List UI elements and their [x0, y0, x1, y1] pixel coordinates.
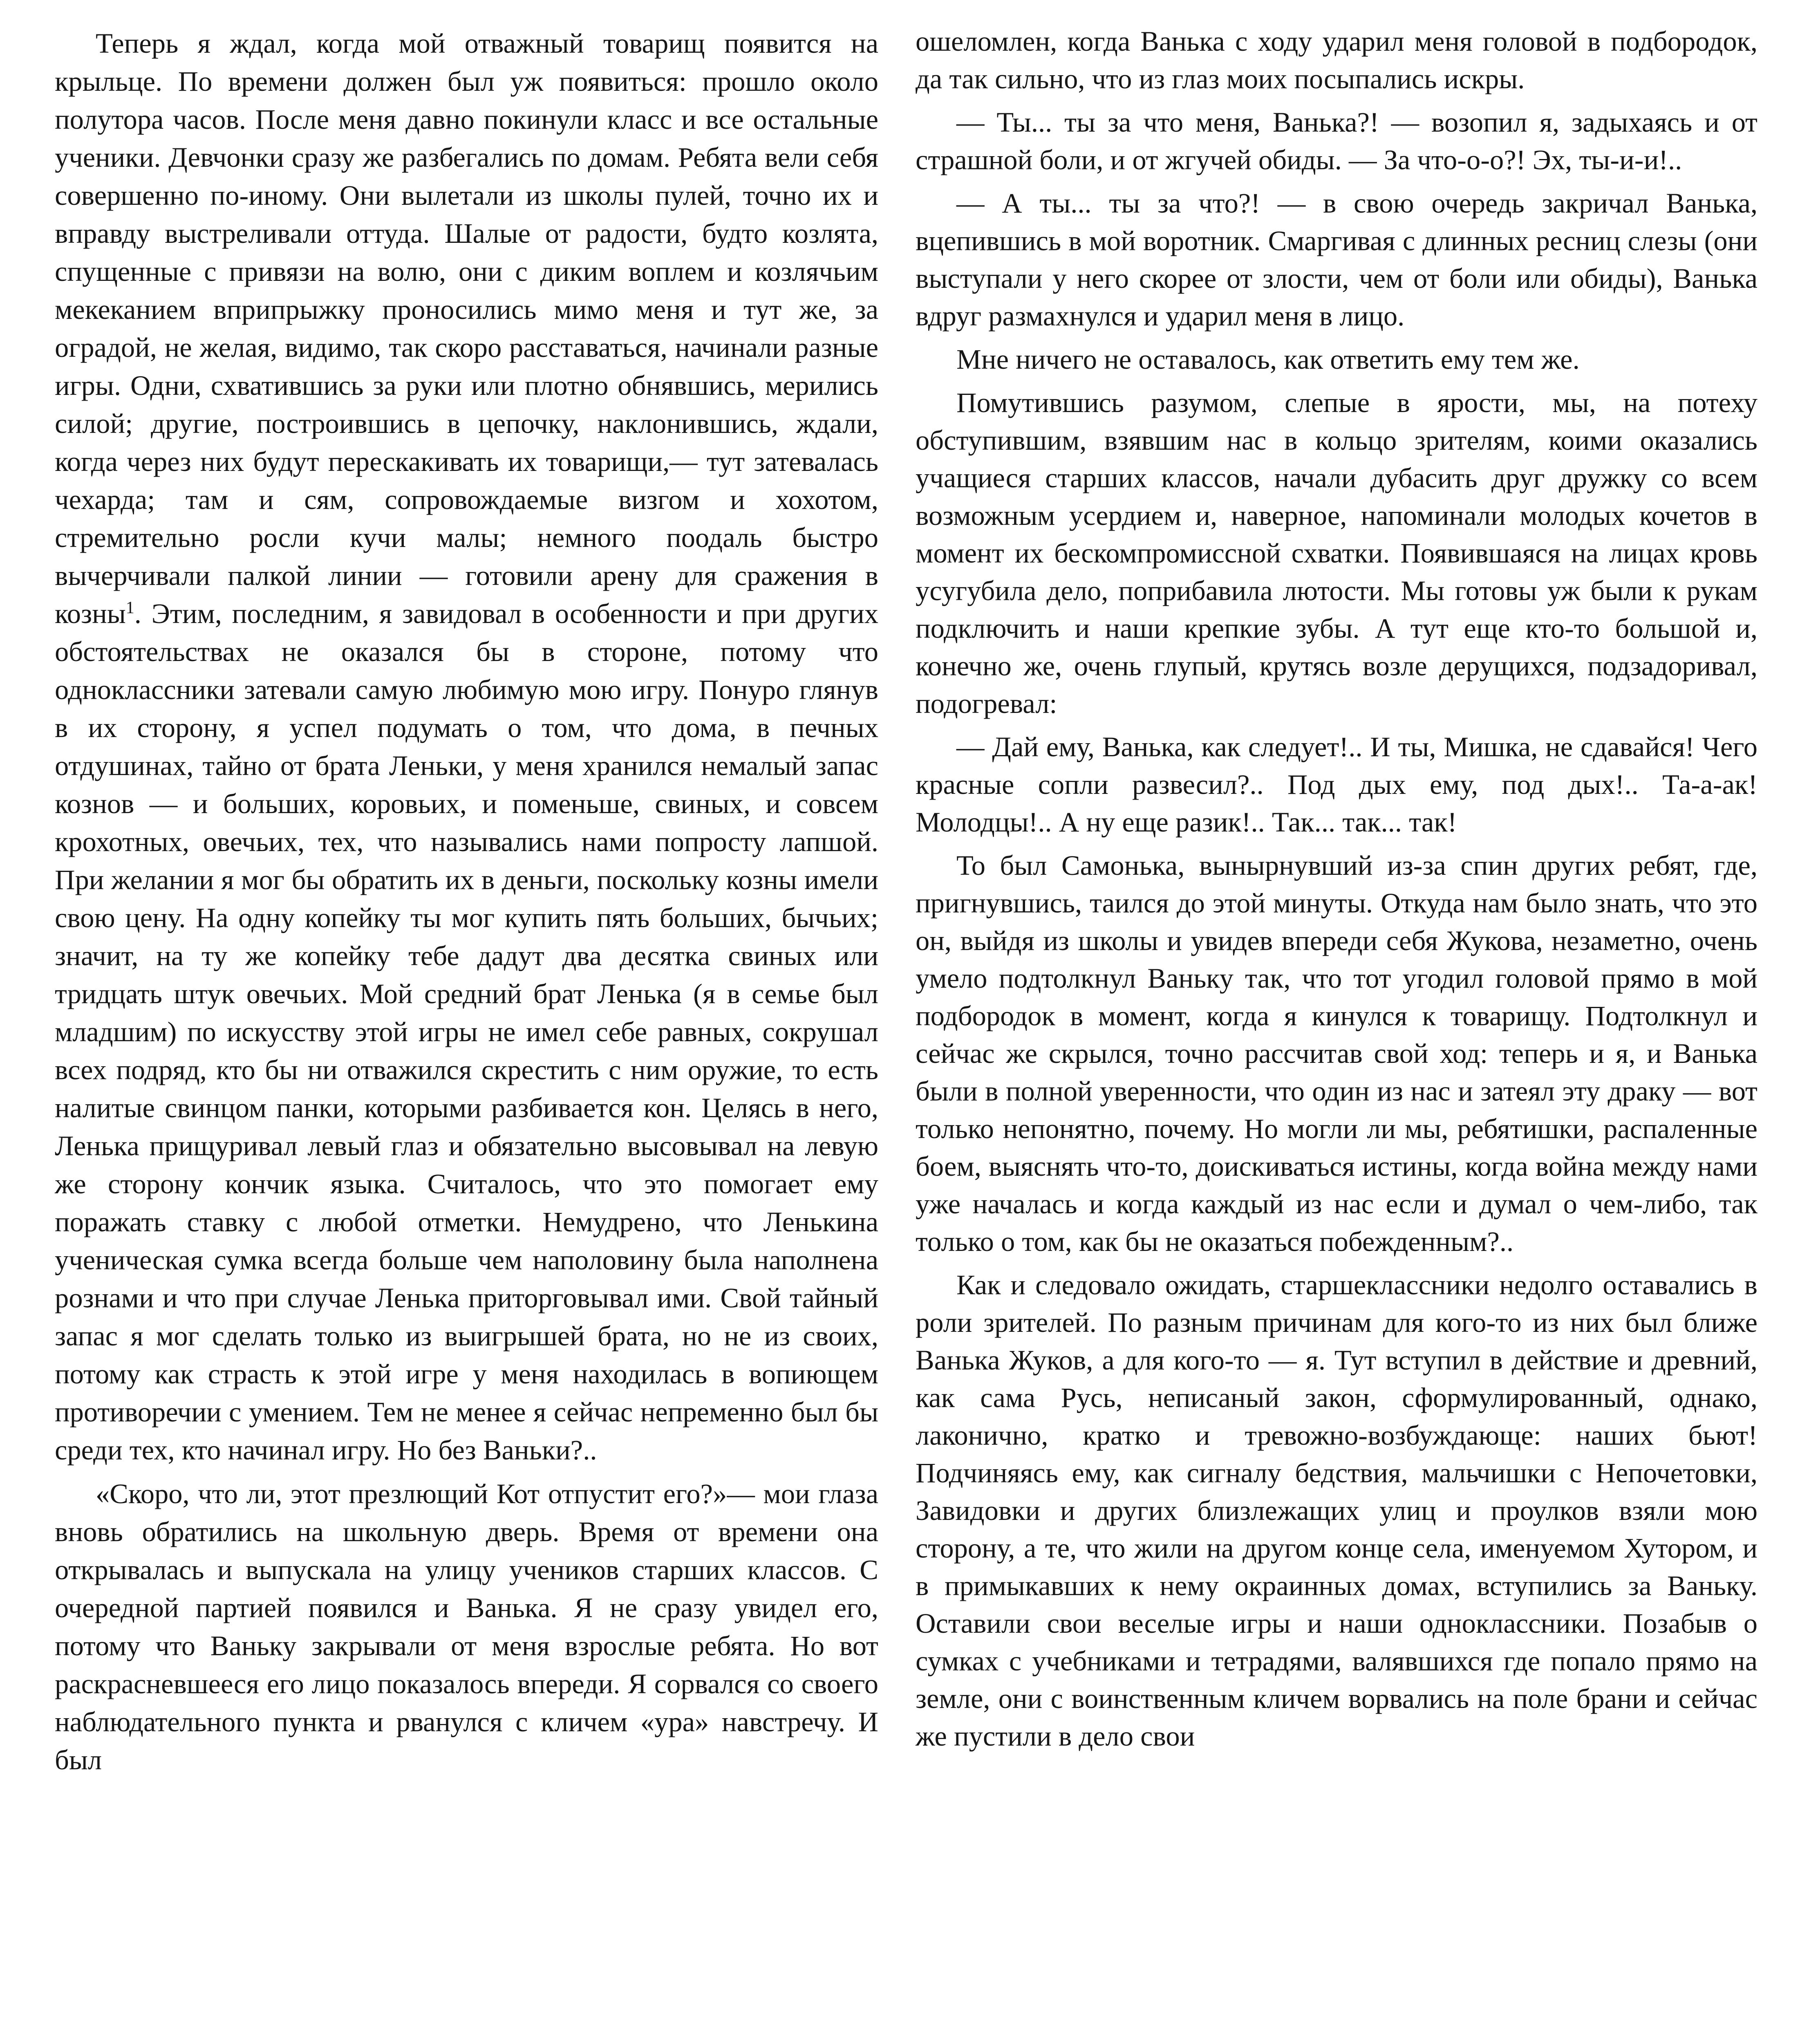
- paragraph-text: . Этим, последним, я завидовал в особенности и при других обстоятельствах не оказался бы в стороне, потому что одноклассники затевали самую любимую мою игру. Понуро глянув в их сторону, я успел подумать о том, что дома, в печных отдушинах, тайно от брата Леньки, у меня хранился немалый запас кознов — и больших, коровьих, и поменьше, свиных, и совсем крохотных, овечьих, тех, что назывались нами попросту лапшой. При желании я мог бы обратить их в деньги, поскольку козны имели свою цену. На одну копейку ты мог купить пять больших, бычьих; значит, на ту же копейку тебе дадут два десятка свиных или тридцать штук овечьих. Мой средний брат Ленька (я в семье был младшим) по искусству этой игры не имел себе равных, сокрушал всех подряд, кто бы ни отважился скрестить с ним оружие, то есть налитые свинцом панки, которыми разбивается кон. Целясь в него, Ленька прищуривал левый глаз и обязательно высовывал на левую же сторону кончик языка. Считалось, что это помогает ему поражать ставку с любой отметки. Немудрено, что Ленькина ученическая сумка всегда больше чем наполовину была наполнена рознами и что при случае Ленька приторговывал ими. Свой тайный запас я мог сделать только из выигрышей брата, но не из своих, потому как страсть к этой игре у меня находилась в вопиющем противоречии с умением. Тем не менее я сейчас непременно был бы среди тех, кто начинал игру. Но без Ваньки?..: [55, 598, 878, 1466]
- paragraph: Мне ничего не оставалось, как ответить ему тем же.: [956, 344, 1580, 375]
- paragraph: То был Самонька, вынырнувший из-за спин других ребят, где, пригнувшись, таился до этой минуты. Откуда нам было знать, что это он, выйдя из школы и увидев впереди себя Жукова, незаметно, очень умело подтолкнул Ваньку так, что тот угодил головой прямо в мой подбородок в момент, когда я кинулся к товарищу. Подтолкнул и сейчас же скрылся, точно рассчитав свой ход: теперь и я, и Ванька были в полной уверенности, что один из нас и затеял эту драку — вот только непонятно, почему. Но могли ли мы, ребятишки, распаленные боем, выяснять что-то, доискиваться истины, когда война между нами уже началась и когда каждый из нас если и думал о чем-либо, так только о том, как бы не оказаться побежденным?..: [916, 850, 1757, 1257]
- paragraph-text: Теперь я ждал, когда мой отважный товарищ появится на крыльце. По времени должен был уж появиться: прошло около полутора часов. После меня давно покинули класс и все остальные ученики. Девчонки сразу же разбегались по домам. Ребята вели себя совершенно по-иному. Они вылетали из школы пулей, точно их и вправду выстреливали оттуда. Шалые от радости, будто козлята, спущенные с привязи на волю, они с диким воплем и козлячьим мекеканием вприпрыжку проносились мимо меня и тут же, за оградой, не желая, видимо, так скоро расставаться, начинали разные игры. Одни, схватившись за руки или плотно обнявшись, мерились силой; другие, построившись в цепочку, наклонившись, ждали, когда через них будут перескакивать их товарищи,— тут затевалась чехарда; там и сям, сопровождаемые визгом и хохотом, стремительно росли кучи малы; немного поодаль быстро вычерчивали палкой линии — готовили арену для сражения в козны: [55, 28, 878, 629]
- left-text-column: [55, 25, 878, 1785]
- paragraph: ошеломлен, когда Ванька с ходу ударил меня головой в подбородок, да так сильно, что из глаз моих посыпались искры.: [916, 26, 1757, 94]
- paragraph: — Дай ему, Ванька, как следует!.. И ты, Мишка, не сдавайся! Чего красные сопли развесил?.. Под дых ему, под дых!.. Та-а-ак! Молодцы!.. А ну еще разик!.. Так... так... так!: [916, 731, 1757, 838]
- right-text-column: [916, 22, 1757, 1761]
- paragraph: Помутившись разумом, слепые в ярости, мы, на потеху обступившим, взявшим нас в кольцо зрителям, коими оказались учащиеся старших классов, начали дубасить друг дружку со всем возможным усердием и, наверное, напоминали молодых кочетов в момент их бескомпромиссной схватки. Появившаяся на лицах кровь усугубила дело, поприбавила лютости. Мы готовы уж были к рукам подключить и наши крепкие зубы. А тут еще кто-то большой и, конечно же, очень глупый, крутясь возле дерущихся, подзадоривал, подогревал:: [916, 387, 1757, 719]
- paragraph: [55, 25, 878, 1469]
- footnote-reference: 1: [125, 598, 134, 618]
- paragraph: Как и следовало ожидать, старшеклассники недолго оставались в роли зрителей. По разным причинам для кого-то из них был ближе Ванька Жуков, а для кого-то — я. Тут вступил в действие и древний, как сама Русь, неписаный закон, сформулированный, однако, лаконично, кратко и тревожно-возбуждающе: наших бьют! Подчиняясь ему, как сигналу бедствия, мальчишки с Непочетовки, Завидовки и других близлежащих улиц и проулков взяли мою сторону, а те, что жили на другом конце села, именуемом Хутором, и в примыкавших к нему окраинных домах, вступились за Ваньку. Оставили свои веселые игры и наши одноклассники. Позабыв о сумках с учебниками и тетрадями, валявшихся где попало прямо на земле, они с воинственным кличем ворвались на поле брани и сейчас же пустили в дело свои: [916, 1269, 1757, 1752]
- paragraph: — Ты... ты за что меня, Ванька?! — возопил я, задыхаясь и от страшной боли, и от жгучей обиды. — За что-о-о?! Эх, ты-и-и!..: [916, 107, 1757, 175]
- paragraph: — А ты... ты за что?! — в свою очередь закричал Ванька, вцепившись в мой воротник. Смаргивая с длинных ресниц слезы (они выступали у него скорее от злости, чем от боли или обиды), Ванька вдруг размахнулся и ударил меня в лицо.: [916, 188, 1757, 332]
- paragraph: «Скоро, что ли, этот презлющий Кот отпустит его?»— мои глаза вновь обратились на школьную дверь. Время от времени она открывалась и выпускала на улицу учеников старших классов. С очередной партией появился и Ванька. Я не сразу увидел его, потому что Ваньку закрывали от меня взрослые ребята. Но вот раскрасневшееся его лицо показалось впереди. Я сорвался со своего наблюдательного пункта и рванулся с кличем «ура» навстречу. И был: [55, 1478, 878, 1775]
